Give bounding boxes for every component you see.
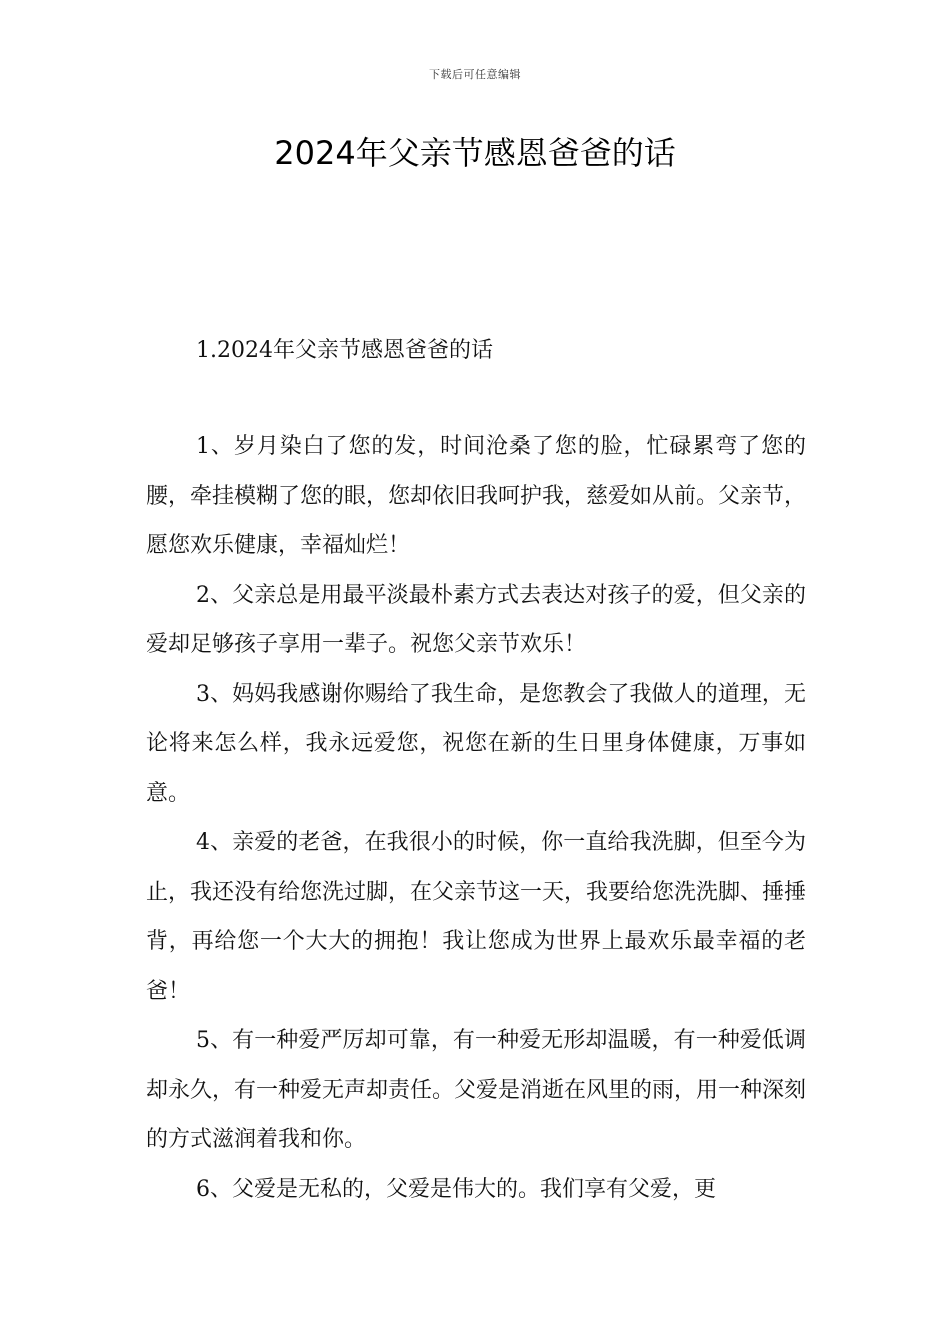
paragraph-6: 6、父爱是无私的，父爱是伟大的。我们享有父爱，更 xyxy=(196,1176,716,1202)
paragraph-3: 3、妈妈我感谢你赐给了我生命，是您教会了我做人的道理，无论将来怎么样，我永远爱您，祝您在新的生日里身体健康，万事如意。 xyxy=(146,681,806,806)
paragraph-5: 5、有一种爱严厉却可靠，有一种爱无形却温暖，有一种爱低调却永久，有一种爱无声却责任。父爱是消逝在风里的雨，用一种深刻的方式滋润着我和你。 xyxy=(146,1028,807,1152)
paragraph-4: 4、亲爱的老爸，在我很小的时候，你一直给我洗脚，但至今为止，我还没有给您洗过脚，在父亲节这一天，我要给您洗洗脚、捶捶背，再给您一个大大的拥抱！我让您成为世界上最欢乐最幸福的老爸！ xyxy=(146,830,807,1004)
document-body xyxy=(146,334,806,1214)
paragraph-2: 2、父亲总是用最平淡最朴素方式去表达对孩子的爱，但父亲的爱却足够孩子享用一辈子。祝您父亲节欢乐！ xyxy=(146,582,806,657)
paragraph-1: 1、岁月染白了您的发，时间沧桑了您的脸，忙碌累弯了您的腰，牵挂模糊了您的眼，您却依旧我呵护我，慈爱如从前。父亲节，愿您欢乐健康，幸福灿烂！ xyxy=(146,434,807,558)
header-note: 下载后可任意编辑 xyxy=(429,68,521,81)
document-title: 2024年父亲节感恩爸爸的话 xyxy=(274,134,676,172)
section-heading: 1.2024年父亲节感恩爸爸的话 xyxy=(196,338,493,363)
